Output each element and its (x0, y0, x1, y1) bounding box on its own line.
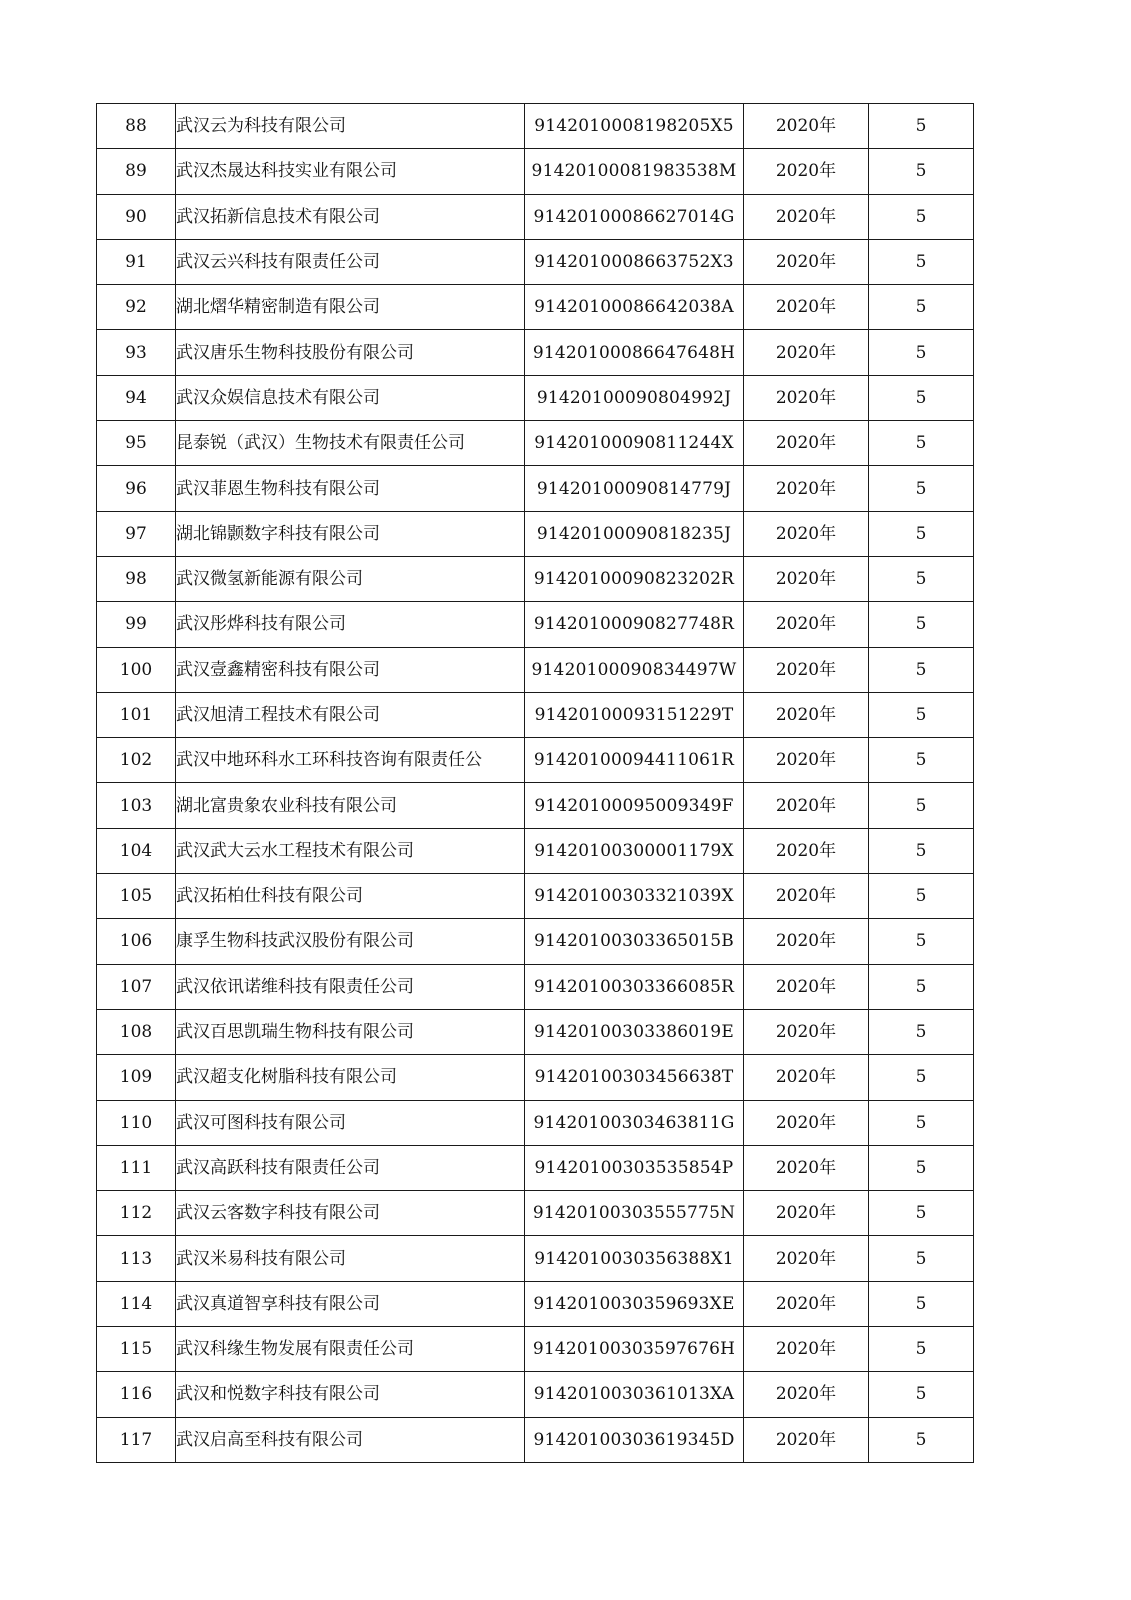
company-name-cell: 武汉壹鑫精密科技有限公司 (176, 647, 525, 692)
year-cell: 2020年 (744, 602, 869, 647)
company-name-cell: 武汉百思凯瑞生物科技有限公司 (176, 1009, 525, 1054)
row-index-cell: 103 (97, 783, 176, 828)
row-index-cell: 88 (97, 104, 176, 149)
row-index-cell: 102 (97, 738, 176, 783)
company-table (96, 103, 974, 1463)
table-row (97, 239, 974, 284)
year-cell: 2020年 (744, 1009, 869, 1054)
company-name-cell: 武汉拓新信息技术有限公司 (176, 194, 525, 239)
table-row (97, 1327, 974, 1372)
credit-code-cell: 91420100081983538M (525, 149, 744, 194)
company-name-cell: 武汉微氢新能源有限公司 (176, 556, 525, 601)
year-cell: 2020年 (744, 466, 869, 511)
year-cell: 2020年 (744, 692, 869, 737)
table-row (97, 104, 974, 149)
year-cell: 2020年 (744, 1055, 869, 1100)
year-cell: 2020年 (744, 1417, 869, 1462)
value-cell: 5 (869, 1145, 974, 1190)
value-cell: 5 (869, 692, 974, 737)
row-index-cell: 105 (97, 874, 176, 919)
year-cell: 2020年 (744, 556, 869, 601)
credit-code-cell: 91420100093151229T (525, 692, 744, 737)
year-cell: 2020年 (744, 1100, 869, 1145)
row-index-cell: 113 (97, 1236, 176, 1281)
row-index-cell: 115 (97, 1327, 176, 1372)
credit-code-cell: 91420100090811244X (525, 421, 744, 466)
row-index-cell: 98 (97, 556, 176, 601)
value-cell: 5 (869, 1281, 974, 1326)
table-row (97, 1100, 974, 1145)
row-index-cell: 89 (97, 149, 176, 194)
value-cell: 5 (869, 1417, 974, 1462)
year-cell: 2020年 (744, 738, 869, 783)
company-name-cell: 湖北熠华精密制造有限公司 (176, 285, 525, 330)
credit-code-cell: 91420100303463811G (525, 1100, 744, 1145)
company-name-cell: 武汉可图科技有限公司 (176, 1100, 525, 1145)
credit-code-cell: 91420100300001179X (525, 828, 744, 873)
year-cell: 2020年 (744, 1372, 869, 1417)
credit-code-cell: 91420100090818235J (525, 511, 744, 556)
credit-code-cell: 91420100094411061R (525, 738, 744, 783)
credit-code-cell: 91420100303456638T (525, 1055, 744, 1100)
credit-code-cell: 91420100303555775N (525, 1191, 744, 1236)
company-name-cell: 湖北锦颢数字科技有限公司 (176, 511, 525, 556)
credit-code-cell: 91420100303365015B (525, 919, 744, 964)
credit-code-cell: 91420100303321039X (525, 874, 744, 919)
value-cell: 5 (869, 874, 974, 919)
year-cell: 2020年 (744, 1327, 869, 1372)
table-row (97, 194, 974, 239)
row-index-cell: 106 (97, 919, 176, 964)
value-cell: 5 (869, 285, 974, 330)
value-cell: 5 (869, 828, 974, 873)
table-row (97, 149, 974, 194)
value-cell: 5 (869, 783, 974, 828)
table-row (97, 421, 974, 466)
credit-code-cell: 91420100090814779J (525, 466, 744, 511)
row-index-cell: 94 (97, 375, 176, 420)
company-name-cell: 武汉真道智享科技有限公司 (176, 1281, 525, 1326)
row-index-cell: 117 (97, 1417, 176, 1462)
year-cell: 2020年 (744, 285, 869, 330)
credit-code-cell: 9142010008198205X5 (525, 104, 744, 149)
row-index-cell: 109 (97, 1055, 176, 1100)
value-cell: 5 (869, 466, 974, 511)
company-name-cell: 武汉超支化树脂科技有限公司 (176, 1055, 525, 1100)
company-name-cell: 武汉众娱信息技术有限公司 (176, 375, 525, 420)
credit-code-cell: 91420100090823202R (525, 556, 744, 601)
credit-code-cell: 91420100303619345D (525, 1417, 744, 1462)
row-index-cell: 95 (97, 421, 176, 466)
value-cell: 5 (869, 511, 974, 556)
row-index-cell: 116 (97, 1372, 176, 1417)
credit-code-cell: 91420100303535854P (525, 1145, 744, 1190)
row-index-cell: 96 (97, 466, 176, 511)
company-name-cell: 武汉菲恩生物科技有限公司 (176, 466, 525, 511)
table-row (97, 1055, 974, 1100)
row-index-cell: 97 (97, 511, 176, 556)
company-name-cell: 武汉杰晟达科技实业有限公司 (176, 149, 525, 194)
row-index-cell: 101 (97, 692, 176, 737)
table-row (97, 511, 974, 556)
table-row (97, 738, 974, 783)
table-row (97, 647, 974, 692)
company-name-cell: 武汉依讯诺维科技有限责任公司 (176, 964, 525, 1009)
company-name-cell: 武汉彤烨科技有限公司 (176, 602, 525, 647)
table-row (97, 1281, 974, 1326)
row-index-cell: 93 (97, 330, 176, 375)
credit-code-cell: 91420100086647648H (525, 330, 744, 375)
row-index-cell: 108 (97, 1009, 176, 1054)
year-cell: 2020年 (744, 1191, 869, 1236)
year-cell: 2020年 (744, 511, 869, 556)
value-cell: 5 (869, 647, 974, 692)
company-name-cell: 武汉科缘生物发展有限责任公司 (176, 1327, 525, 1372)
company-name-cell: 昆泰锐（武汉）生物技术有限责任公司 (176, 421, 525, 466)
credit-code-cell: 91420100303386019E (525, 1009, 744, 1054)
table-row (97, 1417, 974, 1462)
table-row (97, 330, 974, 375)
table-row (97, 285, 974, 330)
value-cell: 5 (869, 1055, 974, 1100)
year-cell: 2020年 (744, 874, 869, 919)
credit-code-cell: 91420100303597676H (525, 1327, 744, 1372)
table-row (97, 1372, 974, 1417)
year-cell: 2020年 (744, 647, 869, 692)
credit-code-cell: 91420100086627014G (525, 194, 744, 239)
row-index-cell: 110 (97, 1100, 176, 1145)
credit-code-cell: 91420100090804992J (525, 375, 744, 420)
value-cell: 5 (869, 1372, 974, 1417)
value-cell: 5 (869, 556, 974, 601)
company-table-body (97, 104, 974, 1463)
credit-code-cell: 9142010030356388X1 (525, 1236, 744, 1281)
credit-code-cell: 91420100086642038A (525, 285, 744, 330)
company-name-cell: 武汉米易科技有限公司 (176, 1236, 525, 1281)
value-cell: 5 (869, 421, 974, 466)
value-cell: 5 (869, 738, 974, 783)
table-row (97, 1236, 974, 1281)
credit-code-cell: 9142010008663752X3 (525, 239, 744, 284)
credit-code-cell: 91420100303366085R (525, 964, 744, 1009)
year-cell: 2020年 (744, 919, 869, 964)
row-index-cell: 104 (97, 828, 176, 873)
year-cell: 2020年 (744, 783, 869, 828)
company-name-cell: 武汉拓柏仕科技有限公司 (176, 874, 525, 919)
value-cell: 5 (869, 330, 974, 375)
value-cell: 5 (869, 149, 974, 194)
table-row (97, 874, 974, 919)
value-cell: 5 (869, 104, 974, 149)
credit-code-cell: 91420100090827748R (525, 602, 744, 647)
row-index-cell: 99 (97, 602, 176, 647)
row-index-cell: 91 (97, 239, 176, 284)
credit-code-cell: 9142010030359693XE (525, 1281, 744, 1326)
row-index-cell: 100 (97, 647, 176, 692)
year-cell: 2020年 (744, 104, 869, 149)
table-row (97, 602, 974, 647)
year-cell: 2020年 (744, 964, 869, 1009)
value-cell: 5 (869, 194, 974, 239)
table-row (97, 783, 974, 828)
year-cell: 2020年 (744, 1145, 869, 1190)
table-row (97, 1145, 974, 1190)
row-index-cell: 107 (97, 964, 176, 1009)
table-row (97, 1191, 974, 1236)
value-cell: 5 (869, 1191, 974, 1236)
company-name-cell: 武汉旭清工程技术有限公司 (176, 692, 525, 737)
value-cell: 5 (869, 375, 974, 420)
year-cell: 2020年 (744, 330, 869, 375)
row-index-cell: 92 (97, 285, 176, 330)
company-name-cell: 康孚生物科技武汉股份有限公司 (176, 919, 525, 964)
credit-code-cell: 91420100095009349F (525, 783, 744, 828)
table-row (97, 375, 974, 420)
value-cell: 5 (869, 1100, 974, 1145)
company-name-cell: 武汉云为科技有限公司 (176, 104, 525, 149)
row-index-cell: 90 (97, 194, 176, 239)
value-cell: 5 (869, 1236, 974, 1281)
year-cell: 2020年 (744, 421, 869, 466)
table-row (97, 919, 974, 964)
value-cell: 5 (869, 1327, 974, 1372)
value-cell: 5 (869, 964, 974, 1009)
table-row (97, 1009, 974, 1054)
year-cell: 2020年 (744, 149, 869, 194)
year-cell: 2020年 (744, 1281, 869, 1326)
year-cell: 2020年 (744, 1236, 869, 1281)
company-name-cell: 武汉高跃科技有限责任公司 (176, 1145, 525, 1190)
company-name-cell: 湖北富贵象农业科技有限公司 (176, 783, 525, 828)
table-row (97, 828, 974, 873)
row-index-cell: 112 (97, 1191, 176, 1236)
year-cell: 2020年 (744, 239, 869, 284)
value-cell: 5 (869, 919, 974, 964)
table-row (97, 466, 974, 511)
company-name-cell: 武汉武大云水工程技术有限公司 (176, 828, 525, 873)
value-cell: 5 (869, 602, 974, 647)
year-cell: 2020年 (744, 375, 869, 420)
credit-code-cell: 9142010030361013XA (525, 1372, 744, 1417)
company-name-cell: 武汉和悦数字科技有限公司 (176, 1372, 525, 1417)
company-name-cell: 武汉云客数字科技有限公司 (176, 1191, 525, 1236)
company-name-cell: 武汉唐乐生物科技股份有限公司 (176, 330, 525, 375)
row-index-cell: 114 (97, 1281, 176, 1326)
company-name-cell: 武汉中地环科水工环科技咨询有限责任公 (176, 738, 525, 783)
value-cell: 5 (869, 1009, 974, 1054)
company-name-cell: 武汉启高至科技有限公司 (176, 1417, 525, 1462)
year-cell: 2020年 (744, 828, 869, 873)
value-cell: 5 (869, 239, 974, 284)
table-row (97, 556, 974, 601)
credit-code-cell: 91420100090834497W (525, 647, 744, 692)
table-row (97, 692, 974, 737)
company-name-cell: 武汉云兴科技有限责任公司 (176, 239, 525, 284)
year-cell: 2020年 (744, 194, 869, 239)
table-row (97, 964, 974, 1009)
row-index-cell: 111 (97, 1145, 176, 1190)
